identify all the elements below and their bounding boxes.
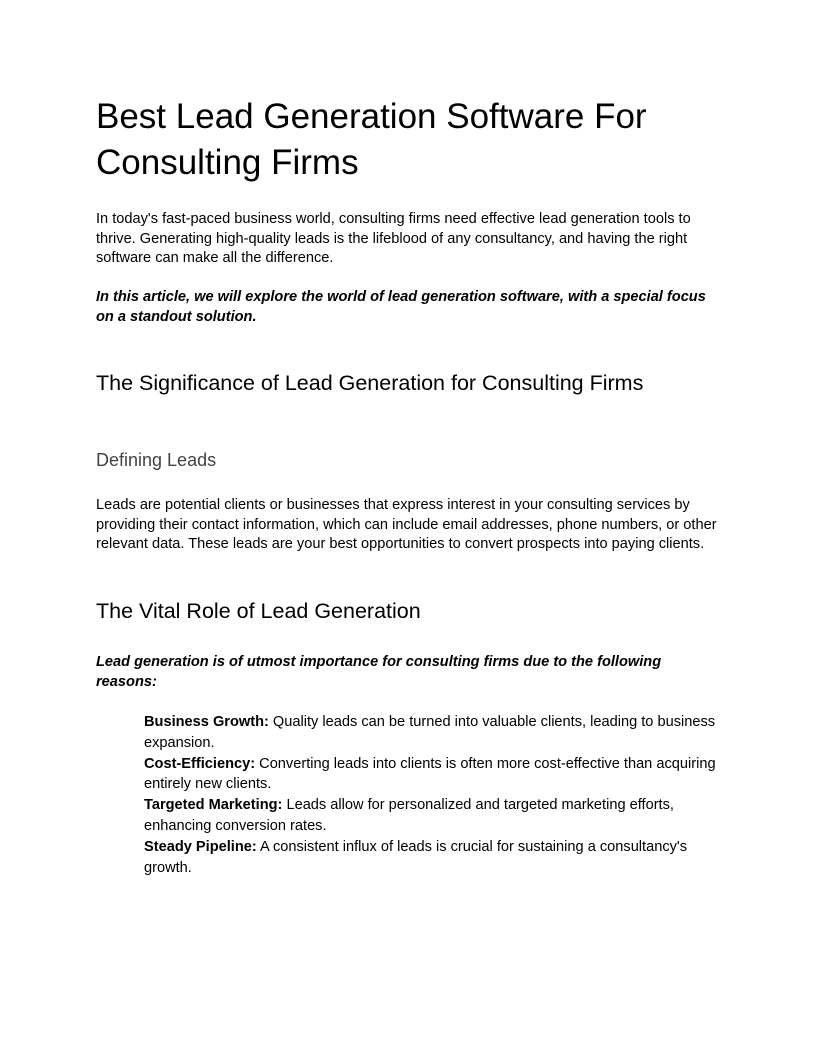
reason-item-targeted-marketing <box>144 795 726 837</box>
reason-text: A consistent influx of leads is crucial for sustaining a consultancy's growth. <box>144 838 688 876</box>
document-title: Best Lead Generation Software For Consulting Firms <box>96 97 647 182</box>
reasons-list <box>144 712 726 878</box>
significance-heading: The Significance of Lead Generation for Consulting Firms <box>96 371 644 395</box>
reason-term: Steady Pipeline: <box>144 838 257 855</box>
reason-text: Converting leads into clients is often more cost-effective than acquiring entirely new clients. <box>144 755 716 793</box>
reason-text: Quality leads can be turned into valuable clients, leading to business expansion. <box>144 714 716 751</box>
reason-item-business-growth <box>144 712 726 754</box>
vital-role-heading: The Vital Role of Lead Generation <box>96 599 421 623</box>
defining-leads-heading: Defining Leads <box>96 450 217 470</box>
defining-leads-paragraph: Leads are potential clients or businesses that express interest in your consulting services by providing their contact information, which can include email addresses, phone numbers, or other relevant data. These leads are your best opportunities to convert prospects into paying clients. <box>96 497 717 552</box>
article-focus-paragraph: In this article, we will explore the world of lead generation software, with a special focus on a standout solution. <box>96 289 706 325</box>
reason-term: Targeted Marketing: <box>144 797 283 814</box>
reason-text: Leads allow for personalized and targeted marketing efforts, enhancing conversion rates. <box>144 797 674 834</box>
reason-term: Business Growth: <box>144 714 269 730</box>
reasons-lead-in: Lead generation is of utmost importance for consulting firms due to the following reasons: <box>96 654 662 690</box>
reason-item-steady-pipeline <box>144 837 726 879</box>
intro-paragraph: In today's fast-paced business world, consulting firms need effective lead generation tools to thrive. Generating high-quality leads is the lifeblood of any consultancy, and having the right software can make all the difference. <box>96 211 691 266</box>
reason-term: Cost-Efficiency: <box>144 755 256 772</box>
reason-item-cost-efficiency <box>144 754 726 796</box>
